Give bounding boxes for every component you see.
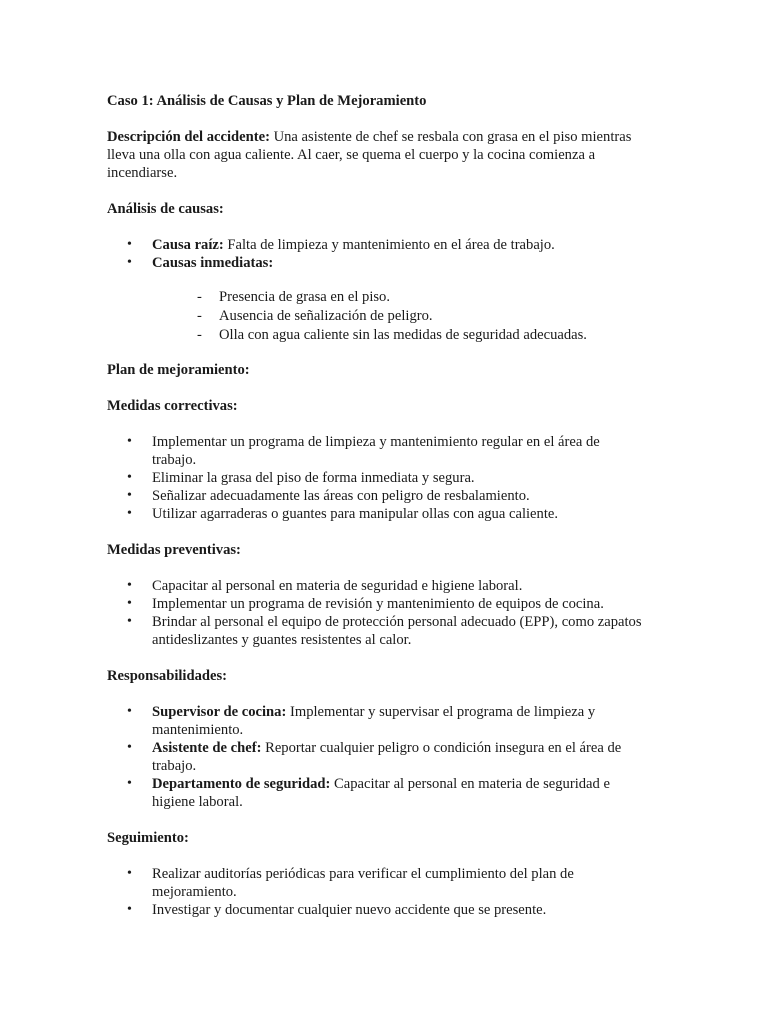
list-item: • Capacitar al personal en materia de seguridad e higiene laboral. (107, 577, 647, 595)
list-item (107, 775, 647, 811)
preventive-list (107, 577, 647, 649)
list-item (107, 739, 647, 775)
responsibilities-heading: Responsabilidades: (107, 668, 228, 684)
role-text: Reportar cualquier peligro o condición insegura en el área de trabajo. (152, 740, 622, 774)
accident-description (107, 128, 647, 182)
root-cause-label: Causa raíz: (152, 237, 224, 253)
list-item (107, 236, 647, 254)
list-item: - Ausencia de señalización de peligro. (107, 307, 647, 326)
immediate-causes-list (107, 288, 647, 345)
list-item: • Brindar al personal el equipo de protección personal adecuado (EPP), como zapatos antideslizantes y guantes resistentes al calor. (107, 613, 647, 649)
document-title: Caso 1: Análisis de Causas y Plan de Mejoramiento (107, 93, 427, 109)
immediate-causes-label: Causas inmediatas: (152, 255, 274, 271)
role-label: Supervisor de cocina: (152, 704, 287, 720)
list-item: • Implementar un programa de limpieza y mantenimiento regular en el área de trabajo. (107, 433, 647, 469)
causes-list (107, 236, 647, 272)
list-item: - Presencia de grasa en el piso. (107, 288, 647, 307)
preventive-heading: Medidas preventivas: (107, 542, 241, 558)
document-page (107, 92, 647, 919)
list-item: • Investigar y documentar cualquier nuevo accidente que se presente. (107, 901, 647, 919)
corrective-list (107, 433, 647, 523)
plan-heading: Plan de mejoramiento: (107, 362, 250, 378)
role-label: Departamento de seguridad: (152, 776, 331, 792)
list-item: • Realizar auditorías periódicas para verificar el cumplimiento del plan de mejoramiento. (107, 865, 647, 901)
list-item: • Implementar un programa de revisión y mantenimiento de equipos de cocina. (107, 595, 647, 613)
responsibilities-list (107, 703, 647, 811)
followup-list (107, 865, 647, 919)
list-item: - Olla con agua caliente sin las medidas de seguridad adecuadas. (107, 326, 647, 345)
role-text: Capacitar al personal en materia de seguridad e higiene laboral. (152, 776, 610, 810)
causes-heading: Análisis de causas: (107, 201, 224, 217)
root-cause-text: Falta de limpieza y mantenimiento en el área de trabajo. (223, 237, 555, 253)
role-text: Implementar y supervisar el programa de limpieza y mantenimiento. (152, 704, 596, 738)
list-item (107, 703, 647, 739)
list-item (107, 254, 647, 272)
description-label: Descripción del accidente: (107, 129, 270, 145)
followup-heading: Seguimiento: (107, 830, 189, 846)
role-label: Asistente de chef: (152, 740, 262, 756)
corrective-heading: Medidas correctivas: (107, 398, 238, 414)
description-text: Una asistente de chef se resbala con grasa en el piso mientras lleva una olla con agua caliente. Al caer, se quema el cuerpo y la cocina comienza a incendiarse. (107, 129, 632, 181)
list-item: • Señalizar adecuadamente las áreas con peligro de resbalamiento. (107, 487, 647, 505)
list-item: • Eliminar la grasa del piso de forma inmediata y segura. (107, 469, 647, 487)
list-item: • Utilizar agarraderas o guantes para manipular ollas con agua caliente. (107, 505, 647, 523)
